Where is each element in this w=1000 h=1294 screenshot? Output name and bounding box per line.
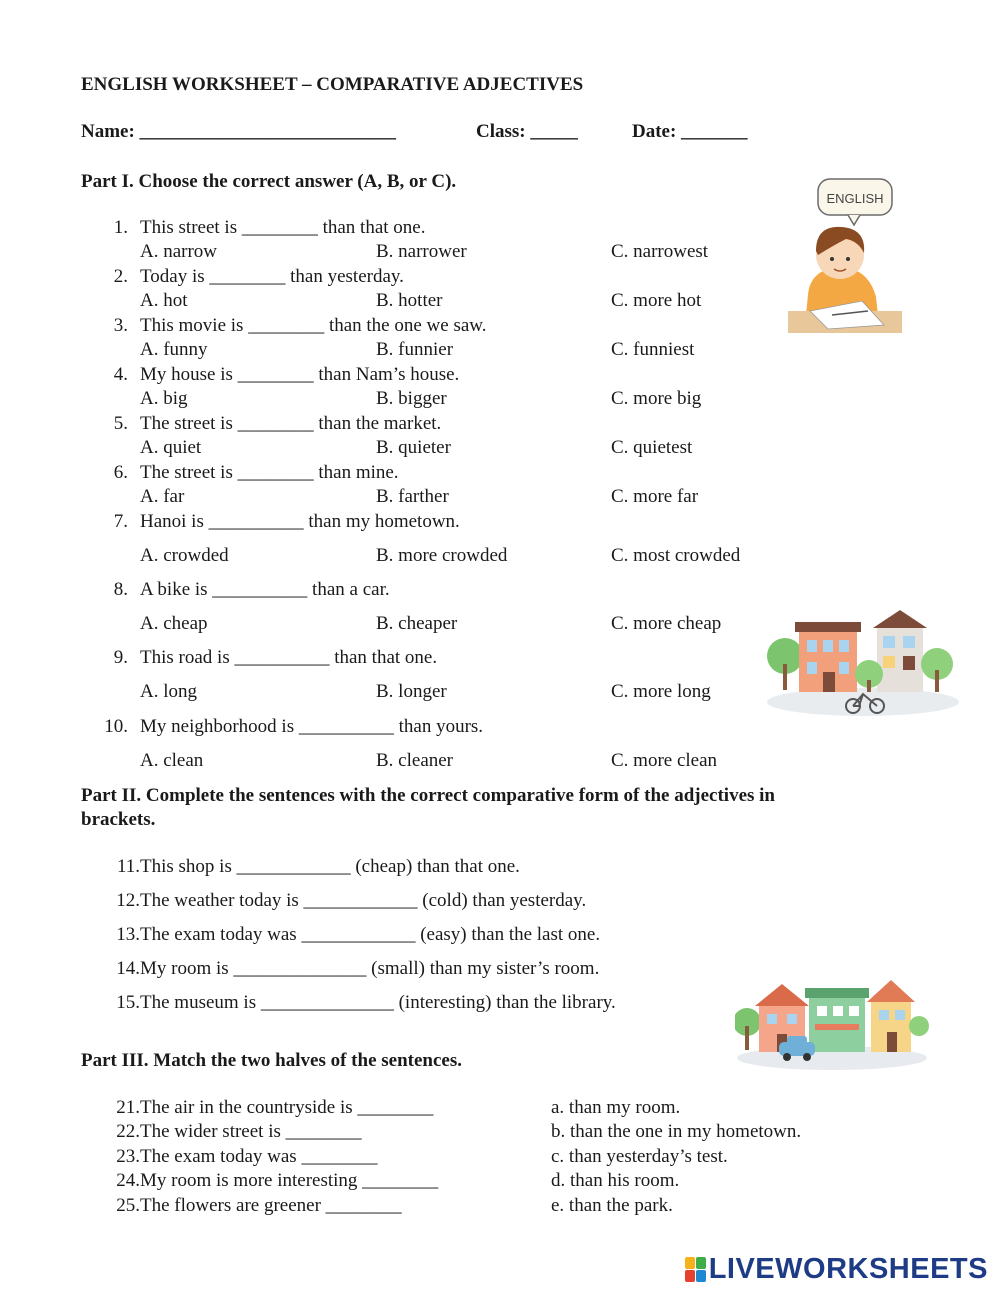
item-number: 14. [116,958,140,979]
part2-heading-line2: brackets. [81,809,156,830]
question-text: My house is ________ than Nam’s house. [140,364,460,385]
part3-heading: Part III. Match the two halves of the sentences. [81,1050,462,1071]
option-c: C. more long [611,681,711,702]
item-text: My room is ______________ (small) than my sister’s room. [140,958,600,979]
question-number: 8. [113,579,128,600]
item-text: This shop is ____________ (cheap) than that one. [140,856,520,877]
question-text: This movie is ________ than the one we saw. [140,315,487,336]
match-number: 22. [116,1121,140,1142]
match-number: 25. [116,1195,140,1216]
match-right-text: c. than yesterday’s test. [551,1146,728,1167]
option-a: A. far [140,486,185,507]
option-c: C. more hot [611,290,702,311]
option-c: C. more far [611,486,699,507]
question-number: 7. [113,511,128,532]
option-b: B. bigger [376,388,447,409]
option-a: A. funny [140,339,208,360]
option-b: B. hotter [376,290,443,311]
question-number: 1. [113,217,128,238]
match-right-text: b. than the one in my hometown. [551,1121,802,1142]
question-text: A bike is __________ than a car. [140,579,390,600]
match-left-text: My room is more interesting ________ [140,1170,439,1191]
item-text: The museum is ______________ (interesting) than the library. [140,992,616,1013]
option-a: A. narrow [140,241,218,262]
question-text: This street is ________ than that one. [140,217,426,238]
worksheet-title: ENGLISH WORKSHEET – COMPARATIVE ADJECTIVES [81,74,584,95]
item-text: The weather today is ____________ (cold) than yesterday. [140,890,587,911]
option-c: C. most crowded [611,545,741,566]
question-number: 3. [113,315,128,336]
option-a: A. quiet [140,437,202,458]
match-number: 24. [116,1170,140,1191]
item-number: 11. [116,856,140,877]
option-a: A. big [140,388,188,409]
item-number: 15. [116,992,140,1013]
name-field: Name: ___________________________ [81,121,397,142]
option-a: A. hot [140,290,188,311]
option-c: C. quietest [611,437,693,458]
option-b: B. funnier [376,339,454,360]
match-left-text: The exam today was ________ [140,1146,378,1167]
match-left-text: The air in the countryside is ________ [140,1097,434,1118]
question-text: My neighborhood is __________ than yours. [140,716,484,737]
match-left-text: The flowers are greener ________ [140,1195,402,1216]
option-a: A. long [140,681,197,702]
question-number: 6. [113,462,128,483]
class-field: Class: _____ [476,121,578,142]
option-a: A. clean [140,750,204,771]
option-b: B. longer [376,681,447,702]
question-number: 2. [113,266,128,287]
question-text: Today is ________ than yesterday. [140,266,404,287]
date-field: Date: _______ [632,121,748,142]
liveworksheets-logo-icon [685,1257,706,1282]
option-b: B. quieter [376,437,451,458]
question-number: 10. [104,716,128,737]
boy-writing-illustration [788,175,902,333]
option-c: C. narrowest [611,241,709,262]
question-text: The street is ________ than the market. [140,413,442,434]
liveworksheets-logo [685,1253,988,1286]
question-text: Hanoi is __________ than my hometown. [140,511,460,532]
part1-heading: Part I. Choose the correct answer (A, B, or C). [81,171,457,192]
option-a: A. cheap [140,613,208,634]
item-text: The exam today was ____________ (easy) than the last one. [140,924,601,945]
houses-bike-illustration [765,590,960,720]
question-number: 5. [113,413,128,434]
match-left-text: The wider street is ________ [140,1121,362,1142]
option-c: C. more clean [611,750,718,771]
match-right-text: a. than my room. [551,1097,681,1118]
option-b: B. more crowded [376,545,508,566]
part2-heading-line1: Part II. Complete the sentences with the correct comparative form of the adjectives in [81,785,776,806]
match-number: 21. [116,1097,140,1118]
option-c: C. more cheap [611,613,722,634]
option-b: B. farther [376,486,449,507]
logo-text: LIVEWORKSHEETS [708,1253,988,1285]
option-b: B. cleaner [376,750,454,771]
match-number: 23. [116,1146,140,1167]
question-text: The street is ________ than mine. [140,462,399,483]
match-right-text: d. than his room. [551,1170,680,1191]
option-a: A. crowded [140,545,229,566]
option-b: B. cheaper [376,613,458,634]
option-c: C. funniest [611,339,695,360]
question-text: This road is __________ than that one. [140,647,438,668]
item-number: 12. [116,890,140,911]
option-b: B. narrower [376,241,467,262]
item-number: 13. [116,924,140,945]
bubble-text: ENGLISH [826,191,884,206]
houses-car-illustration [735,960,930,1072]
option-c: C. more big [611,388,702,409]
question-number: 9. [113,647,128,668]
question-number: 4. [113,364,128,385]
match-right-text: e. than the park. [551,1195,673,1216]
